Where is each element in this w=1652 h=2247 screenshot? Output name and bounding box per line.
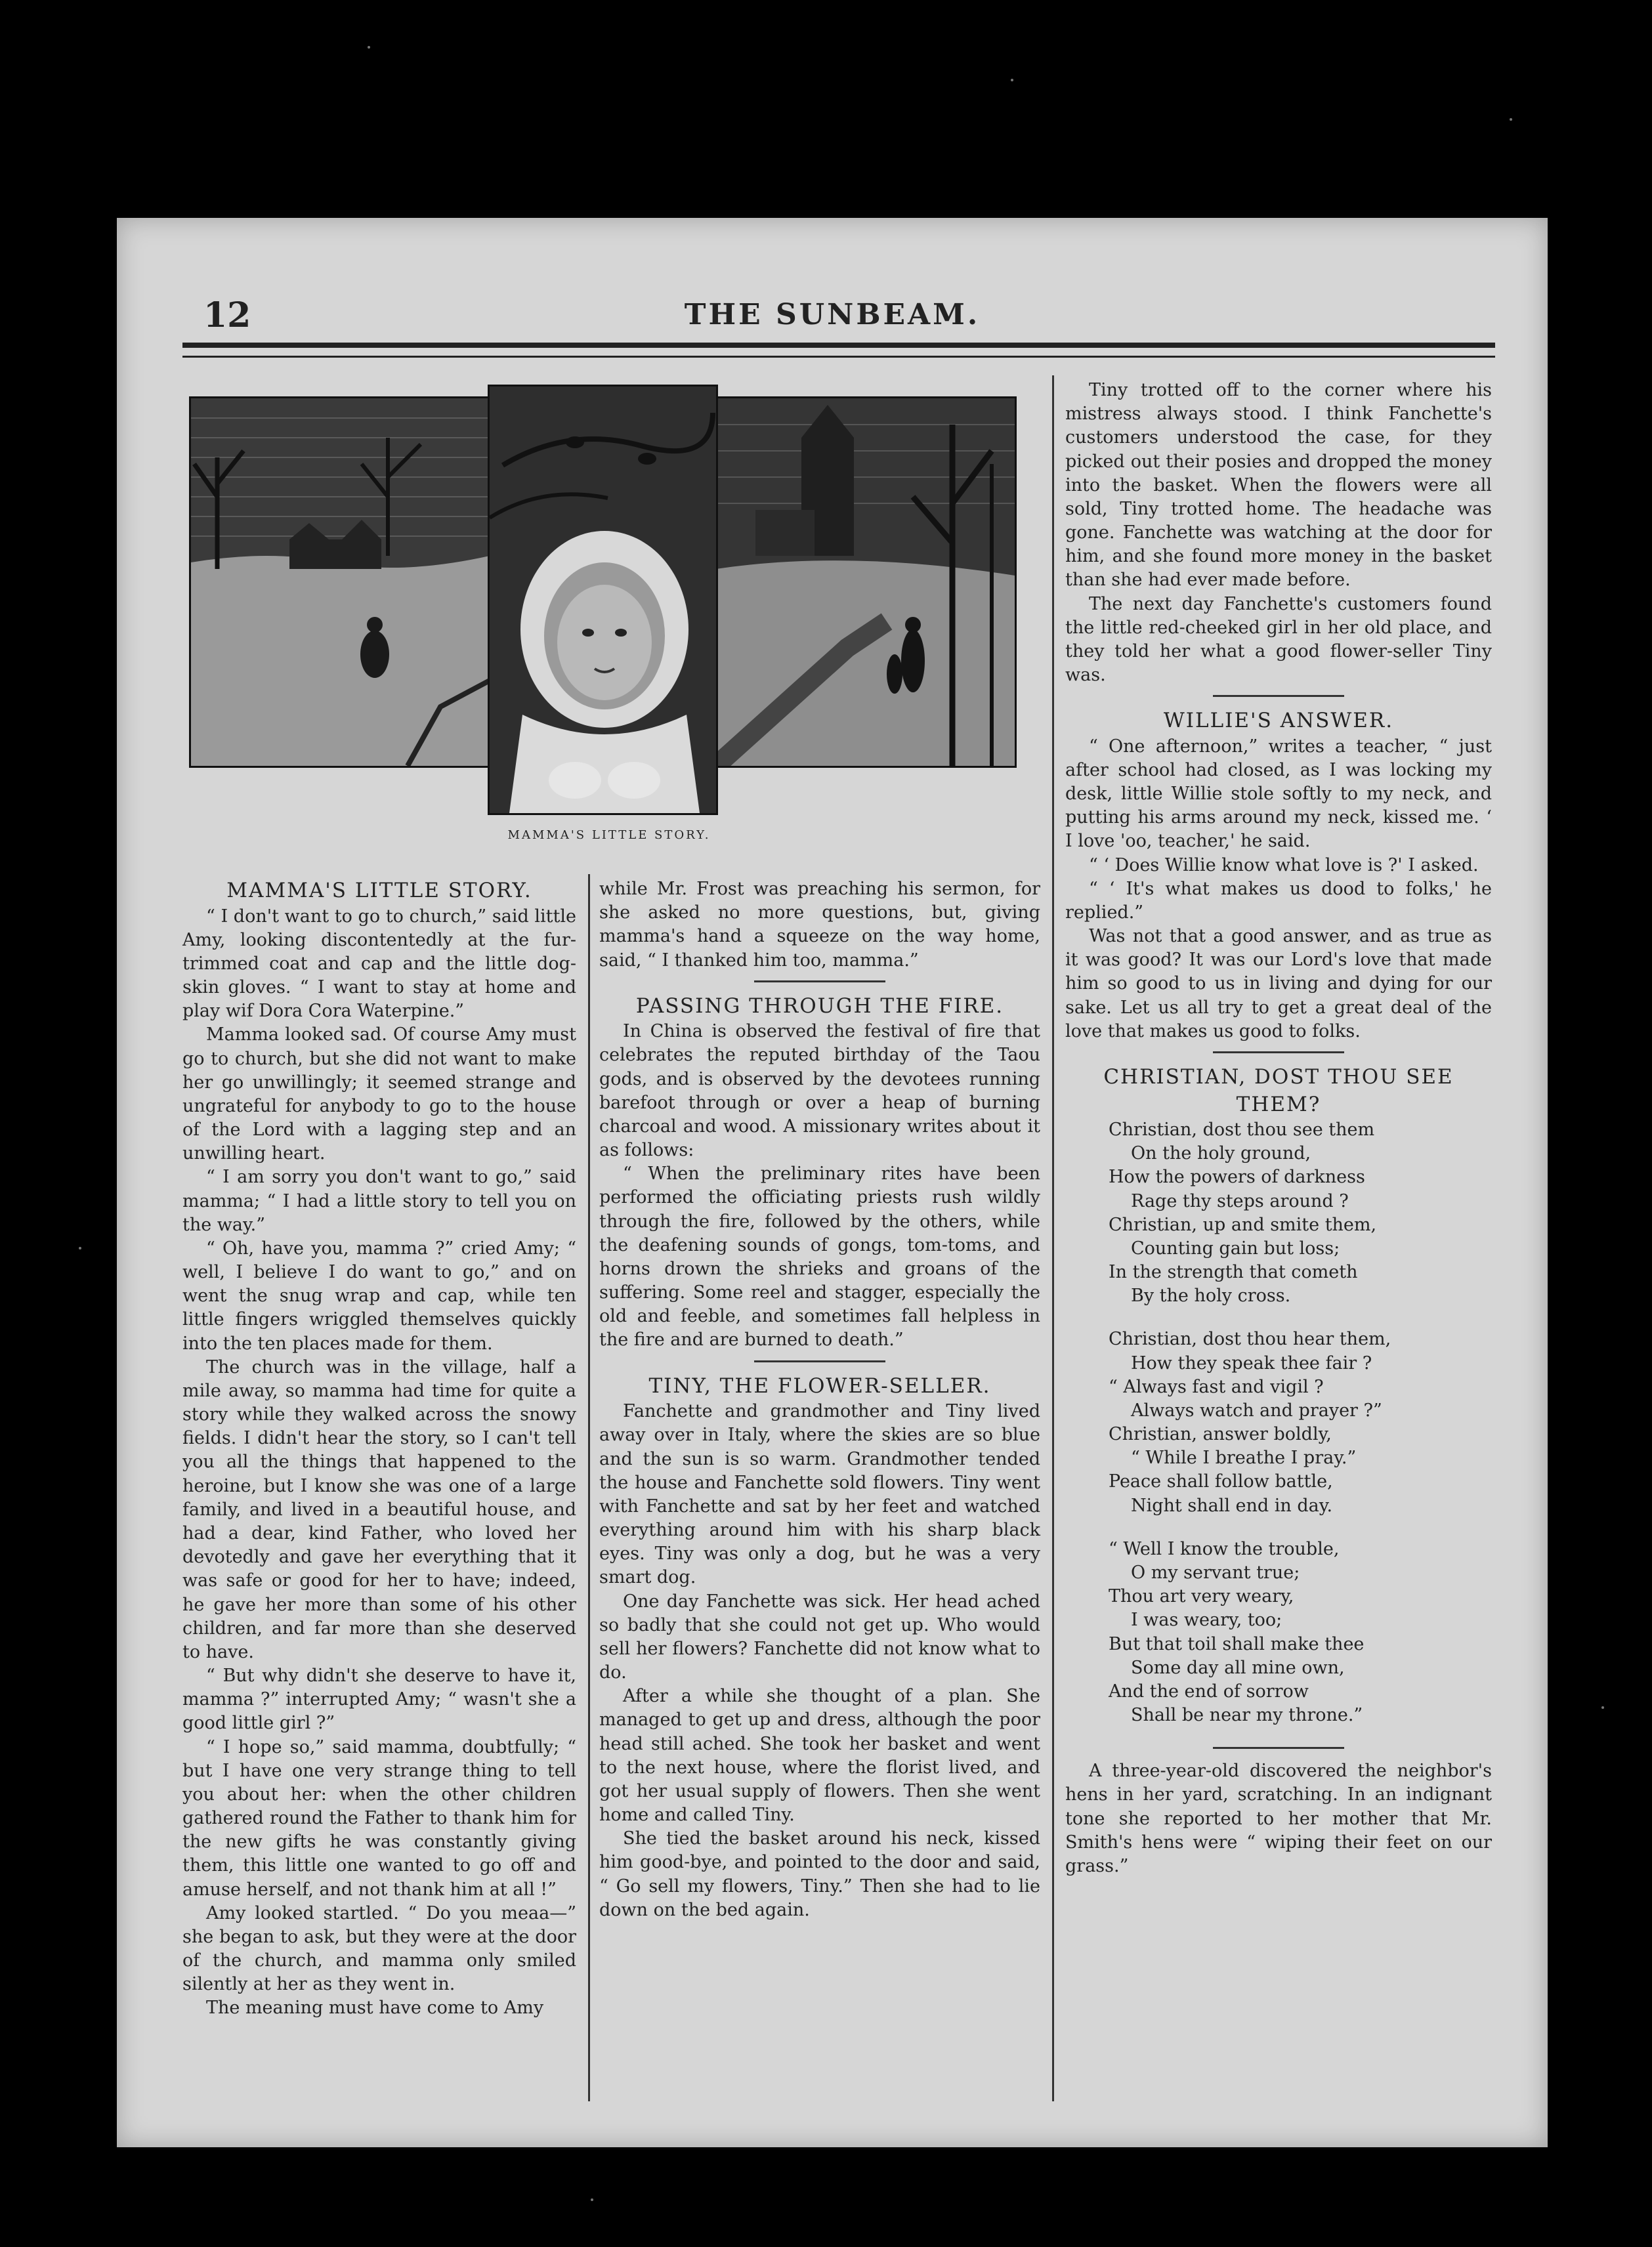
column-divider <box>1052 375 1054 2101</box>
poem-line: And the end of sorrow <box>1109 1681 1309 1702</box>
poem-line: I was weary, too; <box>1131 1610 1282 1631</box>
paragraph: “ I hope so,” said mamma, doubtfully; “ but I have one very strange thing to tell you about her: when the other children gathered round the Father to thank him for the new gifts he was constantly giving them, this little one wanted to go off and amuse herself, and not thank him at all !” <box>182 1736 576 1900</box>
page-number: 12 <box>203 295 251 335</box>
masthead-rule <box>182 343 1495 348</box>
poem-line: Peace shall follow battle, <box>1109 1471 1333 1492</box>
poem-line: O my servant true; <box>1131 1562 1300 1583</box>
paragraph: Was not that a good answer, and as true as it was good? It was our Lord's love that made him so good to us in living and dying for our sake. Let us all try to get a great deal of the love that makes us good to folks. <box>1065 926 1492 1041</box>
poem-stanza <box>1085 1328 1492 1517</box>
child-in-hood-portrait <box>490 387 716 813</box>
paragraph: Mamma looked sad. Of course Amy must go to church, but she did not want to make her go unwillingly; it seemed strange and ungrateful for anybody to go to the house of the Lord with a lagging step and an unwilling heart. <box>182 1024 576 1164</box>
winter-village-scene <box>191 398 490 766</box>
poem-stanza <box>1085 1118 1492 1308</box>
article-mammas-little-story <box>182 877 576 2021</box>
paragraph: “ When the preliminary rites have been performed the officiating priests rush wildly through the fire, followed by the others, while the deafening sounds of gongs, tom-toms, and horns drown the shrieks and groans of the suffering. Some reel and stagger, especially the old and feeble, and sometimes fall helpless in the fire and are burned to death.” <box>599 1164 1040 1351</box>
paragraph: The church was in the village, half a mile away, so mamma had time for quite a story while they walked across the snowy fields. I didn't hear the story, so I can't tell you all the things that happened to the heroine, but I know she was one of a large family, and lived in a beautiful house, and had a dear, kind Father, who loved her devotedly and gave her everything that it was safe or good for her to have; indeed, he gave her more than some of his other children, and far more than she deserved to have. <box>182 1356 576 1662</box>
poem-stanza <box>1085 1538 1492 1727</box>
child-portrait-panel <box>488 385 718 815</box>
section-divider <box>1213 1747 1344 1749</box>
section-divider <box>1213 1051 1344 1053</box>
paragraph: “ One afternoon,” writes a teacher, “ just after school had closed, as I was locking my desk, little Willie stole softly to my neck, and putting his arms around my neck, kissed me. ‘ I love 'oo, teacher,' he said. <box>1065 736 1492 852</box>
article-title: MAMMA'S LITTLE STORY. <box>226 879 532 902</box>
paragraph: One day Fanchette was sick. Her head ached so badly that she could not get up. Who would sell her flowers? Fanchette did not know what to do. <box>599 1591 1040 1683</box>
poem-line: Always watch and prayer ?” <box>1131 1400 1382 1421</box>
section-divider <box>754 1360 885 1362</box>
poem-line: How the powers of darkness <box>1109 1167 1365 1188</box>
winter-church-scene <box>716 398 1015 766</box>
poem-line: “ Well I know the trouble, <box>1109 1538 1340 1559</box>
poem-line: Christian, up and smite them, <box>1109 1214 1377 1235</box>
masthead-rule-thin <box>182 356 1495 358</box>
poem-line: How they speak thee fair ? <box>1131 1353 1372 1374</box>
paragraph: Fanchette and grandmother and Tiny lived away over in Italy, where the skies are so blue and the sun is so warm. Grandmother tended the house and Fanchette sold flowers. Tiny went with Fanchette and sat by her feet and watched everything around him with his sharp black eyes. Tiny was only a dog, but he was a very smart dog. <box>599 1401 1040 1588</box>
paragraph: The next day Fanchette's customers found the little red-cheeked girl in her old place, and they told her what a good flower-seller Tiny was. <box>1065 593 1492 686</box>
middle-column <box>599 877 1040 1922</box>
article-title: TINY, THE FLOWER-SELLER. <box>648 1374 991 1398</box>
paragraph: Amy looked startled. “ Do you meaa—” she began to ask, but they were at the door of the church, and mamma only smiled silently at her as they went in. <box>182 1902 576 1995</box>
winter-village-panel <box>189 396 492 768</box>
paragraph: Tiny trotted off to the corner where his mistress always stood. I think Fanchette's customers understood the case, for they picked out their posies and dropped the money into the basket. When the flowers were all sold, Tiny trotted home. The headache was gone. Fanchette was watching at the door for him, and she found more money in the basket than she had ever made before. <box>1065 380 1492 591</box>
poem-line: In the strength that cometh <box>1109 1262 1358 1283</box>
poem-line: On the holy ground, <box>1131 1143 1311 1164</box>
paragraph: She tied the basket around his neck, kissed him good-bye, and pointed to the door and said, “ Go sell my flowers, Tiny.” Then she had to lie down on the bed again. <box>599 1828 1040 1920</box>
paragraph: The meaning must have come to Amy <box>206 1998 544 2019</box>
paragraph: “ I don't want to go to church,” said little Amy, looking discontentedly at the fur-trimmed coat and cap and the little dog-skin gloves. “ I want to stay at home and play wif Dora Cora Waterpine.” <box>182 906 576 1022</box>
poem-line: By the holy cross. <box>1131 1286 1291 1307</box>
poem <box>1065 1118 1492 1727</box>
section-divider <box>754 980 885 982</box>
poem-line: “ While I breathe I pray.” <box>1131 1448 1357 1469</box>
section-divider <box>1213 695 1344 697</box>
paragraph: “ But why didn't she deserve to have it, mamma ?” interrupted Amy; “ wasn't she a good little girl ?” <box>182 1666 576 1734</box>
right-column <box>1065 379 1492 1878</box>
column-divider <box>588 874 590 2101</box>
article-title: CHRISTIAN, DOST THOU SEE THEM? <box>1103 1065 1454 1116</box>
poem-line: Counting gain but loss; <box>1131 1238 1340 1259</box>
poem-line: Christian, dost thou hear them, <box>1109 1329 1391 1350</box>
masthead: THE SUNBEAM. <box>684 298 981 331</box>
poem-line: Rage thy steps around ? <box>1131 1190 1349 1211</box>
paragraph: while Mr. Frost was preaching his sermon, for she asked no more questions, but, giving mamma's hand a squeeze on the way home, said, “ I thanked him too, mamma.” <box>599 879 1040 971</box>
paragraph: In China is observed the festival of fire that celebrates the reputed birthday of the Taou gods, and is observed by the devotees running barefoot through or over a heap of burning charcoal and wood. A missionary writes about it as follows: <box>599 1021 1040 1161</box>
poem-line: But that toil shall make thee <box>1109 1633 1365 1654</box>
poem-line: Thou art very weary, <box>1109 1586 1294 1607</box>
poem-line: “ Always fast and vigil ? <box>1109 1376 1324 1397</box>
article-title: WILLIE'S ANSWER. <box>1163 709 1394 733</box>
paragraph: “ Oh, have you, mamma ?” cried Amy; “ well, I believe I do want to go,” and on went the snug wrap and cap, while ten little fingers wriggled themselves quickly into the ten places made for them. <box>182 1238 576 1354</box>
poem-line: Some day all mine own, <box>1131 1657 1345 1678</box>
paragraph: After a while she thought of a plan. She managed to get up and dress, although the poor head still ached. She took her basket and went to the next house, where the florist lived, and got her usual supply of flowers. Then she went home and called Tiny. <box>599 1686 1040 1826</box>
illustration-caption: MAMMA'S LITTLE STORY. <box>507 828 711 842</box>
paragraph: A three-year-old discovered the neighbor's hens in her yard, scratching. In an indignant tone she reported to her mother that Mr. Smith's hens were “ wiping their feet on our grass.” <box>1065 1761 1492 1876</box>
paragraph: “ ‘ Does Willie know what love is ?' I asked. <box>1089 854 1479 875</box>
paragraph: “ I am sorry you don't want to go,” said mamma; “ I had a little story to tell you on the way.” <box>182 1167 576 1235</box>
poem-line: Christian, answer boldly, <box>1109 1424 1332 1445</box>
poem-line: Christian, dost thou see them <box>1109 1120 1375 1141</box>
poem-line: Shall be near my throne.” <box>1131 1705 1363 1726</box>
article-title: PASSING THROUGH THE FIRE. <box>635 994 1004 1018</box>
poem-line: Night shall end in day. <box>1131 1495 1333 1516</box>
paragraph: “ ‘ It's what makes us dood to folks,' he replied.” <box>1065 878 1492 923</box>
winter-church-panel <box>714 396 1017 768</box>
newspaper-page <box>117 218 1548 2147</box>
illustration <box>189 385 1039 811</box>
